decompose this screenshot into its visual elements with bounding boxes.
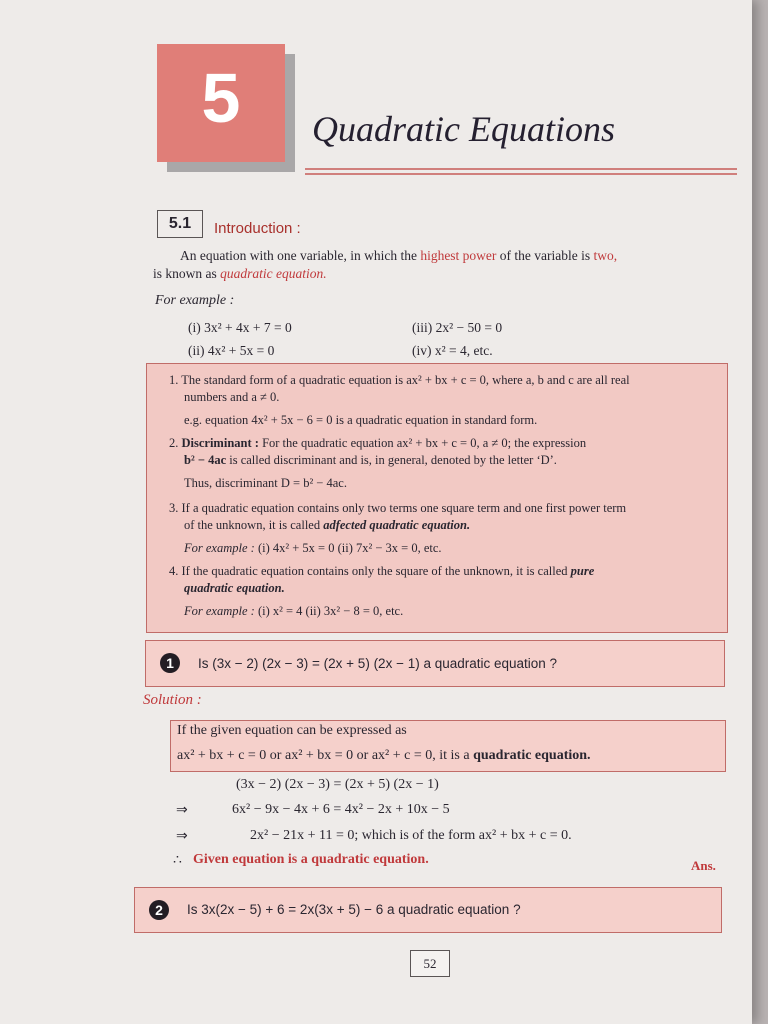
question-2-badge: 2	[149, 900, 169, 920]
chapter-number: 5	[201, 59, 241, 137]
solution-step-1: (3x − 2) (2x − 3) = (2x + 5) (2x − 1)	[236, 777, 439, 792]
section-number: 5.1	[157, 210, 203, 238]
solution-box-line-1: If the given equation can be expressed as	[177, 723, 407, 738]
note-1-line-2: numbers and a ≠ 0.	[184, 390, 280, 404]
implies-symbol-1: ⇒	[176, 803, 188, 818]
intro-line-1: An equation with one variable, in which the highest power of the variable is two,	[180, 248, 618, 263]
note-4-line-2: quadratic equation.	[184, 581, 285, 595]
question-1-box	[145, 640, 725, 687]
solution-label: Solution :	[143, 692, 202, 708]
example-1: (i) 3x² + 4x + 7 = 0	[188, 320, 292, 335]
note-3-line-3: For example : (i) 4x² + 5x = 0 (ii) 7x² − 3x = 0, etc.	[184, 541, 442, 555]
note-2-line-3: Thus, discriminant D = b² − 4ac.	[184, 476, 347, 490]
therefore-symbol: ∴	[173, 853, 182, 868]
section-title: Introduction :	[214, 220, 301, 237]
notes-box	[146, 363, 728, 633]
note-1-line-1: 1. The standard form of a quadratic equation is ax² + bx + c = 0, where a, b and c are all real	[169, 373, 630, 387]
example-2: (ii) 4x² + 5x = 0	[188, 343, 275, 358]
implies-symbol-2: ⇒	[176, 829, 188, 844]
question-1-badge: 1	[160, 653, 180, 673]
note-3-line-2: of the unknown, it is called adfected quadratic equation.	[184, 518, 471, 532]
example-3: (iii) 2x² − 50 = 0	[412, 320, 503, 335]
note-4-line-1: 4. If the quadratic equation contains only the square of the unknown, it is called pure	[169, 564, 595, 578]
note-4-line-3: For example : (i) x² = 4 (ii) 3x² − 8 = 0, etc.	[184, 604, 404, 618]
chapter-title: Quadratic Equations	[312, 109, 615, 149]
intro-line-2: is known as quadratic equation.	[153, 266, 327, 281]
solution-step-2: 6x² − 9x − 4x + 6 = 4x² − 2x + 10x − 5	[232, 802, 450, 817]
question-1-text: Is (3x − 2) (2x − 3) = (2x + 5) (2x − 1) a quadratic equation ?	[198, 656, 558, 671]
chapter-number-box	[157, 44, 285, 162]
solution-step-3: 2x² − 21x + 11 = 0; which is of the form ax² + bx + c = 0.	[250, 828, 572, 843]
note-2-line-2: b² − 4ac is called discriminant and is, in general, denoted by the letter ‘D’.	[184, 453, 557, 467]
page-number: 52	[410, 950, 450, 977]
title-rule-bottom	[305, 173, 737, 175]
question-2-box	[134, 887, 722, 933]
solution-rule-box	[170, 720, 726, 772]
question-2-text: Is 3x(2x − 5) + 6 = 2x(3x + 5) − 6 a quadratic equation ?	[187, 902, 521, 917]
solution-box-line-2: ax² + bx + c = 0 or ax² + bx = 0 or ax² + c = 0, it is a quadratic equation.	[177, 748, 591, 763]
note-2-line-1: 2. Discriminant : For the quadratic equation ax² + bx + c = 0, a ≠ 0; the expression	[169, 436, 587, 450]
answer-label: Ans.	[691, 858, 716, 873]
note-1-line-3: e.g. equation 4x² + 5x − 6 = 0 is a quadratic equation in standard form.	[184, 413, 538, 427]
note-3-line-1: 3. If a quadratic equation contains only two terms one square term and one first power term	[169, 501, 627, 515]
example-4: (iv) x² = 4, etc.	[412, 343, 493, 358]
solution-conclusion: Given equation is a quadratic equation.	[193, 852, 429, 867]
examples-label: For example :	[155, 293, 235, 308]
title-rule-top	[305, 168, 737, 170]
